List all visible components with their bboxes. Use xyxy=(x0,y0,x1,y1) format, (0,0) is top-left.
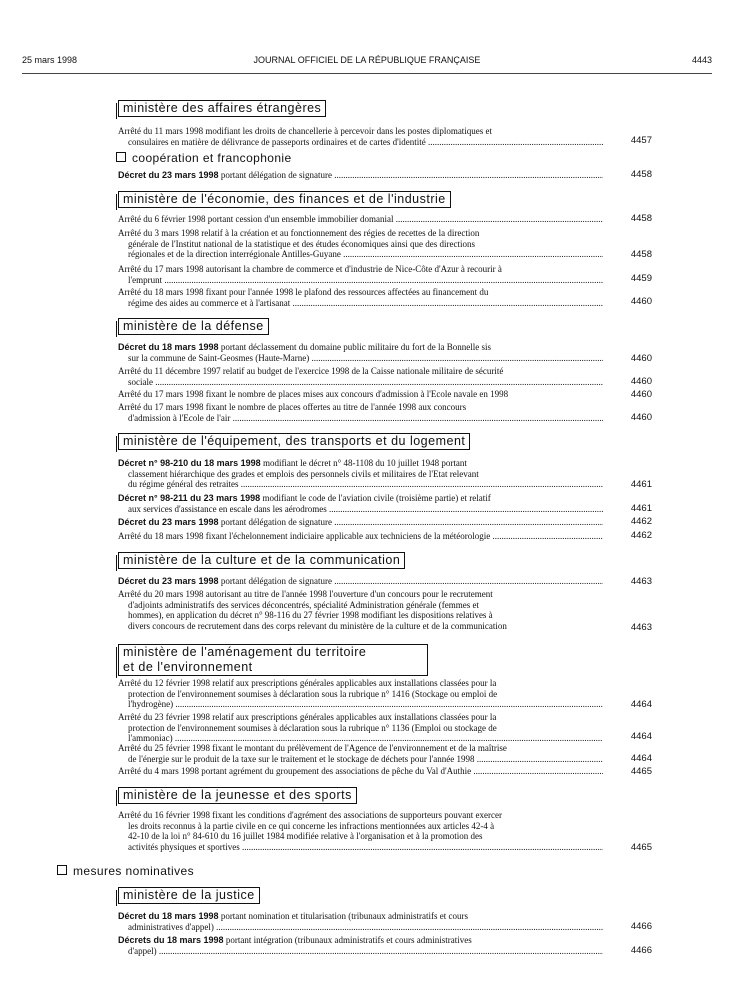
entry-page: 4462 xyxy=(630,530,652,541)
entry: Arrêté du 18 mars 1998 fixant pour l'année 1998 le plafond des ressources affectées au financement du régime des aides au commerce et à l'artisanat ..... xyxy=(118,287,603,308)
entry-page: 4460 xyxy=(630,412,652,423)
entry: Arrêté du 23 février 1998 relatif aux prescriptions générales applicables aux installations classées pour la protection de l'environnement soumises à déclaration sous la rubrique n° 1136 (Emploi ou stockage de l'ammoniac) ..... xyxy=(118,712,603,744)
entry-page: 4465 xyxy=(630,842,652,853)
entry-page: 4458 xyxy=(630,249,652,260)
entry: Arrêté du 17 mars 1998 fixant le nombre de places offertes au titre de l'année 1998 aux concours d'admission à l'Ecole de l'air ..... xyxy=(118,402,603,423)
entry-page: 4460 xyxy=(630,296,652,307)
entry: Décret du 23 mars 1998 portant délégation de signature ..... xyxy=(118,170,603,181)
entry-page: 4464 xyxy=(630,753,652,764)
header-date: 25 mars 1998 xyxy=(22,55,78,65)
section-heading: ministère des affaires étrangères xyxy=(118,100,326,117)
entry: Arrêté du 6 février 1998 portant cession d'un ensemble immobilier domanial ..... xyxy=(118,214,603,225)
section-heading: ministère de la jeunesse et des sports xyxy=(118,787,357,804)
entry-page: 4458 xyxy=(630,213,652,224)
entry: Décret du 23 mars 1998 portant délégation de signature ..... xyxy=(118,576,603,587)
entry-page: 4457 xyxy=(630,135,652,146)
checkbox-square-icon xyxy=(116,152,126,162)
entry: Décret n° 98-211 du 23 mars 1998 modifiant le code de l'aviation civile (troisième partie) et relatif aux services d'assistance en escale dans les aérodromes ..... xyxy=(118,493,603,514)
section-heading: ministère de la défense xyxy=(118,318,269,335)
section-heading: ministère de l'aménagement du territoire et de l'environnement xyxy=(118,644,428,676)
entry: Décrets du 18 mars 1998 portant intégration (tribunaux administratifs et cours administratives d'appel) ..... xyxy=(118,935,603,956)
header-page-number: 4443 xyxy=(691,55,712,65)
entry-page: 4460 xyxy=(630,353,652,364)
entry: Arrêté du 4 mars 1998 portant agrément du groupement des associations de pêche du Val d'Authie ..... xyxy=(118,766,603,777)
entry-page: 4458 xyxy=(630,169,652,180)
entry: Décret du 18 mars 1998 portant déclassement du domaine public militaire du fort de la Bonnelle sis sur la commune de Saint-Geosmes (Haute-Marne) ..... xyxy=(118,342,603,363)
entry-page: 4463 xyxy=(630,622,652,633)
entry-page: 4460 xyxy=(630,376,652,387)
entry: Décret du 23 mars 1998 portant délégation de signature ..... xyxy=(118,517,603,528)
entry: Arrêté du 18 mars 1998 fixant l'échelonnement indiciaire applicable aux techniciens de la météorologie ..... xyxy=(118,531,603,542)
entry-page: 4466 xyxy=(630,921,652,932)
entry: Arrêté du 11 mars 1998 modifiant les droits de chancellerie à percevoir dans les postes diplomatiques et consulaires en matière de délivrance de passeports ordinaires et de cartes d'identité ..... xyxy=(118,126,603,147)
header-rule xyxy=(22,73,712,74)
page-header xyxy=(22,55,712,71)
header-title: JOURNAL OFFICIEL DE LA RÉPUBLIQUE FRANÇAISE xyxy=(253,55,481,65)
entry: Arrêté du 17 mars 1998 autorisant la chambre de commerce et d'industrie de Nice-Côte d'Azur à recourir à l'emprunt ..... xyxy=(118,264,603,285)
entry: Arrêté du 12 février 1998 relatif aux prescriptions générales applicables aux installations classées pour la protection de l'environnement soumises à déclaration sous la rubrique n° 1416 (Stockage ou emploi de l'hydrogène) ..... xyxy=(118,678,603,710)
entry-page: 4462 xyxy=(630,516,652,527)
entry: Décret n° 98-210 du 18 mars 1998 modifiant le décret n° 48-1108 du 10 juillet 1948 portant classement hiérarchique des grades et emplois des personnels civils et militaires de l'Etat relevant du régime général des retraites ..... xyxy=(118,458,603,490)
entry: Arrêté du 20 mars 1998 autorisant au titre de l'année 1998 l'ouverture d'un concours pour le recrutement d'adjoints administratifs des services déconcentrés, spécialité Administration générale (femmes et hommes), en application du décret n° 98-116 du 27 février 1998 modifiant les dispositions relatives à divers concours de recrutement dans des corps relevant du ministère de la culture et de la communication xyxy=(118,589,507,631)
entry-page: 4464 xyxy=(630,699,652,710)
entry: Arrêté du 16 février 1998 fixant les conditions d'agrément des associations de supporteurs pouvant exercer les droits reconnus à la partie civile en ce qui concerne les infractions mentionnées aux articles 42-4 à 42-10 de la loi n° 84-610 du 16 juillet 1984 modifiée relative à l'organisation et à la promotion des activités physiques et sportives ..... xyxy=(118,810,603,852)
entry-page: 4466 xyxy=(630,945,652,956)
entry: Arrêté du 11 décembre 1997 relatif au budget de l'exercice 1998 de la Caisse nationale militaire de sécurité sociale ..... xyxy=(118,366,603,387)
entry-page: 4459 xyxy=(630,273,652,284)
entry-page: 4464 xyxy=(630,731,652,742)
section-heading: ministère de la justice xyxy=(118,887,260,904)
entry-page: 4463 xyxy=(630,576,652,587)
section-heading: ministère de la culture et de la communication xyxy=(118,552,405,569)
entry: Arrêté du 25 février 1998 fixant le montant du prélèvement de l'Agence de l'environnement et de la maîtrise de l'énergie sur le produit de la taxe sur le traitement et le stockage de déchets pour l'année 1998 ..... xyxy=(118,743,603,764)
subsection-heading: coopération et francophonie xyxy=(116,151,292,165)
section-heading: ministère de l'économie, des finances et de l'industrie xyxy=(118,191,451,208)
entry: Arrêté du 3 mars 1998 relatif à la création et au fonctionnement des régies de recettes de la direction générale de l'Institut national de la statistique et des études économiques ainsi que des directions régionales et de la direction interrégionale Antilles-Guyane ..... xyxy=(118,228,603,260)
entry: Arrêté du 17 mars 1998 fixant le nombre de places mises aux concours d'admission à l'Ecole navale en 1998 xyxy=(118,389,509,399)
entry-page: 4460 xyxy=(630,389,652,400)
entry-page: 4461 xyxy=(630,503,652,514)
checkbox-square-icon xyxy=(57,865,67,875)
section-heading: ministère de l'équipement, des transports et du logement xyxy=(118,433,470,450)
entry-page: 4465 xyxy=(630,766,652,777)
entry-page: 4461 xyxy=(630,479,652,490)
entry: Décret du 18 mars 1998 portant nomination et titularisation (tribunaux administratifs et cours administratives d'appel) ..... xyxy=(118,911,603,932)
subsection-heading: mesures nominatives xyxy=(57,864,194,878)
